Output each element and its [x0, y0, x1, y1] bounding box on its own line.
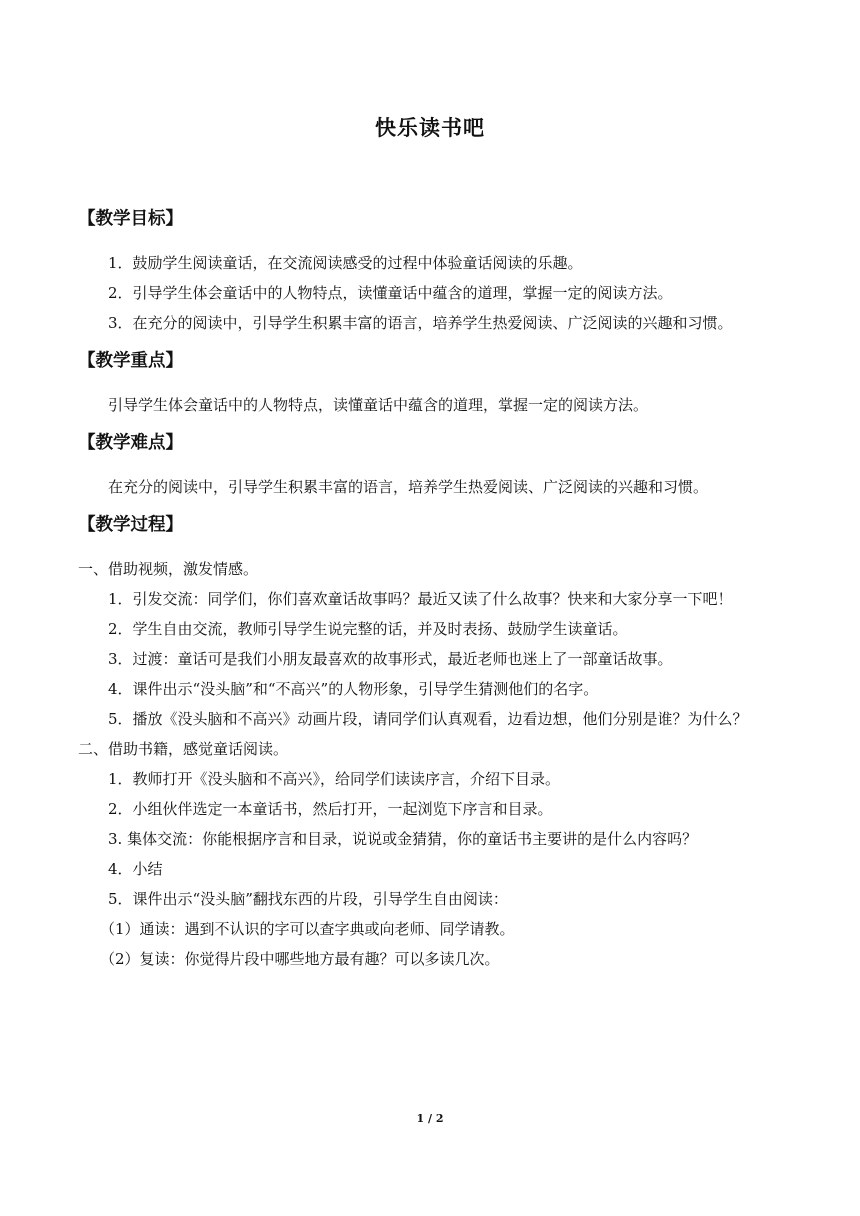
- document-title: 快乐读书吧: [375, 115, 485, 140]
- process-step: 4．小结: [108, 860, 163, 878]
- section-heading-process: 【教学过程】: [78, 515, 183, 535]
- goals-list: [78, 248, 782, 338]
- process-part-title: 一、借助视频，激发情感。: [78, 560, 259, 578]
- process-step: 2．学生自由交流，教师引导学生说完整的话，并及时表扬、鼓励学生读童话。: [108, 620, 628, 638]
- goal-item: 1．鼓励学生阅读童话，在交流阅读感受的过程中体验童话阅读的乐趣。: [108, 254, 583, 272]
- page-number: 1 / 2: [416, 1112, 444, 1125]
- section-heading-difficulties: 【教学难点】: [78, 433, 183, 453]
- difficulties-text: 在充分的阅读中，引导学生积累丰富的语言，培养学生热爱阅读、广泛阅读的兴趣和习惯。: [108, 478, 709, 496]
- process-step: 3. 集体交流：你能根据序言和目录，说说或金猜猜，你的童话书主要讲的是什么内容吗？: [108, 830, 698, 848]
- process-step: 2．小组伙伴选定一本童话书，然后打开，一起浏览下序言和目录。: [108, 800, 553, 818]
- goal-item: 2．引导学生体会童话中的人物特点，读懂童话中蕴含的道理，掌握一定的阅读方法。: [108, 284, 673, 302]
- process-step: 1．引发交流：同学们，你们喜欢童话故事吗？最近又读了什么故事？快来和大家分享一下吧！: [108, 590, 733, 608]
- document-body: [78, 202, 782, 974]
- goal-item: 3．在充分的阅读中，引导学生积累丰富的语言，培养学生热爱阅读、广泛阅读的兴趣和习惯。: [108, 314, 733, 332]
- process-step: 5．课件出示“没头脑”翻找东西的片段，引导学生自由阅读：: [108, 890, 508, 908]
- key-points-text: 引导学生体会童话中的人物特点，读懂童话中蕴含的道理，掌握一定的阅读方法。: [108, 396, 649, 414]
- process-substep: （2）复读：你觉得片段中哪些地方最有趣？可以多读几次。: [100, 950, 500, 968]
- process-step: 1．教师打开《没头脑和不高兴》，给同学们读读序言，介绍下目录。: [108, 770, 561, 788]
- process-part-1: [78, 554, 782, 734]
- section-heading-key-points: 【教学重点】: [78, 351, 183, 371]
- process-step: 5．播放《没头脑和不高兴》动画片段，请同学们认真观看，边看边想，他们分别是谁？为什么？: [108, 710, 748, 728]
- process-part-title: 二、借助书籍，感觉童话阅读。: [78, 740, 289, 758]
- process-step: 3．过渡：童话可是我们小朋友最喜欢的故事形式，最近老师也迷上了一部童话故事。: [108, 650, 673, 668]
- process-step: 4．课件出示“没头脑”和“不高兴”的人物形象，引导学生猜测他们的名字。: [108, 680, 599, 698]
- process-part-2: [78, 734, 782, 974]
- section-heading-goals: 【教学目标】: [78, 209, 183, 229]
- process-substep: （1）通读：遇到不认识的字可以查字典或向老师、同学请教。: [100, 920, 515, 938]
